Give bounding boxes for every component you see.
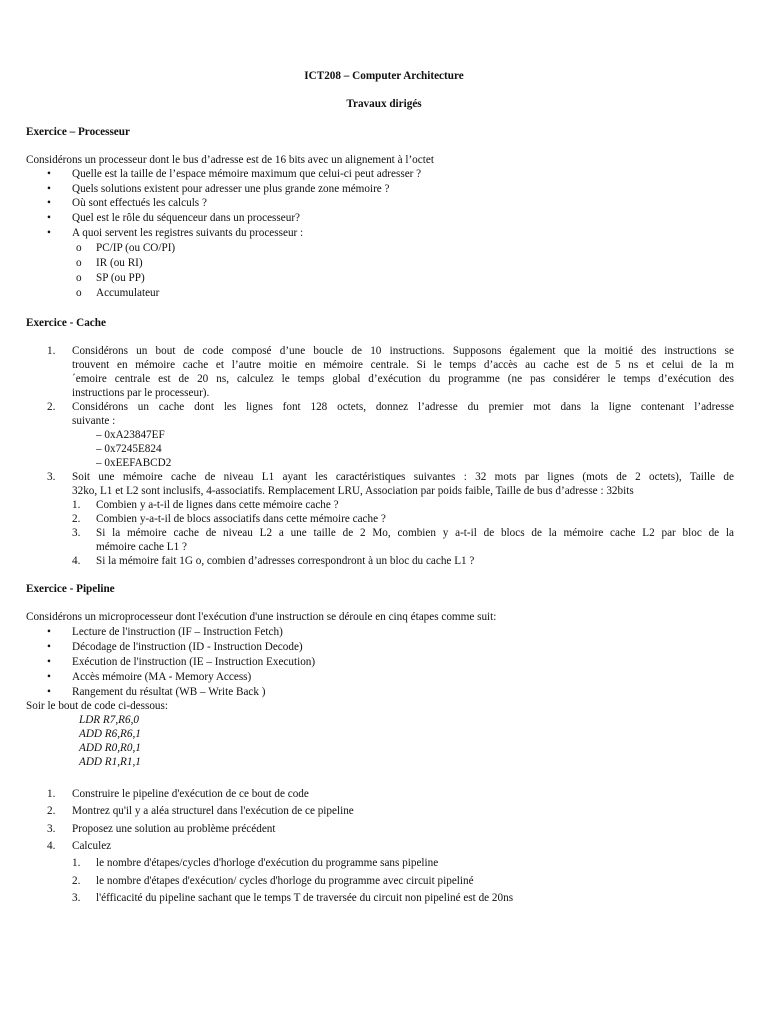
list-number: 2.	[72, 875, 81, 887]
list-item: SP (ou PP)	[96, 272, 145, 284]
hex-address: – 0x7245E824	[96, 443, 162, 455]
list-item: Rangement du résultat (WB – Write Back )	[72, 686, 266, 698]
list-item: Si la mémoire cache de niveau L2 a une taille de 2 Mo, combien y a-t-il de blocs de la mémoire cache L2 par bloc de la	[96, 527, 734, 539]
section-heading-pipeline: Exercice - Pipeline	[26, 583, 115, 595]
list-item: Calculez	[72, 840, 112, 852]
circle-bullet-marker: o	[76, 242, 82, 254]
bullet-marker: •	[47, 686, 51, 698]
cache-q1-line: Considérons un bout de code composé d’une boucle de 10 instructions. Supposons également que la moitié des instructions se	[72, 345, 734, 357]
list-item: Quelle est la taille de l’espace mémoire maximum que celui-ci peut adresser ?	[72, 168, 422, 180]
code-line: ADD R6,R6,1	[79, 728, 141, 740]
code-line: ADD R0,R0,1	[79, 742, 141, 754]
list-number: 3.	[47, 471, 56, 483]
bullet-marker: •	[47, 626, 51, 638]
bullet-marker: •	[47, 656, 51, 668]
list-item: Lecture de l'instruction (IF – Instruction Fetch)	[72, 626, 283, 638]
document-title: ICT208 – Computer Architecture	[304, 70, 464, 82]
list-number: 4.	[72, 555, 81, 567]
section-heading-processeur: Exercice – Processeur	[26, 126, 130, 138]
processeur-intro: Considérons un processeur dont le bus d’adresse est de 16 bits avec un alignement à l’octet	[26, 154, 434, 166]
pipeline-intro: Considérons un microprocesseur dont l'exécution d'une instruction se déroule en cinq étapes comme suit:	[26, 611, 497, 623]
list-item: Construire le pipeline d'exécution de ce bout de code	[72, 788, 309, 800]
bullet-marker: •	[47, 212, 51, 224]
cache-q1-line: trouvent en mémoire cache et l’autre moitie en mémoire centrale. Si le temps d’accès au cache est de 5 ns et celui de la m	[72, 359, 734, 371]
list-number: 3.	[72, 892, 81, 904]
bullet-marker: •	[47, 168, 51, 180]
list-item: Quels solutions existent pour adresser une plus grande zone mémoire ?	[72, 183, 390, 195]
cache-q3-line: Soit une mémoire cache de niveau L1 ayant les caractéristiques suivantes : 32 mots par lignes (mots de 2 octets), Taille de	[72, 471, 734, 483]
list-item: Combien y-a-t-il de blocs associatifs dans cette mémoire cache ?	[96, 513, 386, 525]
list-number: 1.	[72, 857, 81, 869]
circle-bullet-marker: o	[76, 272, 82, 284]
list-number: 1.	[47, 788, 56, 800]
cache-q2-line: Considérons un cache dont les lignes font 128 octets, donnez l’adresse du premier mot dans la ligne contenant l’adresse	[72, 401, 734, 413]
bullet-marker: •	[47, 197, 51, 209]
list-number: 3.	[72, 527, 81, 539]
list-number: 1.	[72, 499, 81, 511]
list-number: 2.	[72, 513, 81, 525]
circle-bullet-marker: o	[76, 287, 82, 299]
document-subtitle: Travaux dirigés	[346, 98, 422, 110]
code-intro: Soir le bout de code ci-dessous:	[26, 700, 168, 712]
list-item: Montrez qu'il y a aléa structurel dans l'exécution de ce pipeline	[72, 805, 354, 817]
list-item: l'éfficacité du pipeline sachant que le temps T de traversée du circuit non pipeliné est de 20ns	[96, 892, 514, 904]
list-item: Où sont effectués les calculs ?	[72, 197, 207, 209]
hex-address: – 0xA23847EF	[96, 429, 165, 441]
list-number: 2.	[47, 401, 56, 413]
list-item: Accumulateur	[96, 287, 160, 299]
list-item: Si la mémoire fait 1G o, combien d’adresses correspondront à un bloc du cache L1 ?	[96, 555, 475, 567]
list-item: le nombre d'étapes/cycles d'horloge d'exécution du programme sans pipeline	[96, 857, 439, 869]
bullet-marker: •	[47, 671, 51, 683]
cache-q1-line: instructions par le processeur).	[72, 387, 210, 399]
bullet-marker: •	[47, 227, 51, 239]
list-item: Accès mémoire (MA - Memory Access)	[72, 671, 252, 683]
list-number: 2.	[47, 805, 56, 817]
list-item: Décodage de l'instruction (ID - Instruction Decode)	[72, 641, 303, 653]
list-item: mémoire cache L1 ?	[96, 541, 188, 553]
list-item: A quoi servent les registres suivants du processeur :	[72, 227, 304, 239]
bullet-marker: •	[47, 641, 51, 653]
hex-address: – 0xEEFABCD2	[96, 457, 172, 469]
circle-bullet-marker: o	[76, 257, 82, 269]
code-line: ADD R1,R1,1	[79, 756, 141, 768]
list-item: Combien y a-t-il de lignes dans cette mémoire cache ?	[96, 499, 339, 511]
list-item: PC/IP (ou CO/PI)	[96, 242, 176, 254]
list-item: Exécution de l'instruction (IE – Instruction Execution)	[72, 656, 316, 668]
bullet-marker: •	[47, 183, 51, 195]
list-item: IR (ou RI)	[96, 257, 143, 269]
code-line: LDR R7,R6,0	[79, 714, 139, 726]
list-number: 4.	[47, 840, 56, 852]
list-item: Quel est le rôle du séquenceur dans un processeur?	[72, 212, 301, 224]
cache-q1-line: ´emoire centrale est de 20 ns, calculez le temps global d’exécution du programme (ne pas considérer le temps d’exécution des	[72, 373, 734, 385]
list-number: 3.	[47, 823, 56, 835]
list-number: 1.	[47, 345, 56, 357]
list-item: Proposez une solution au problème précédent	[72, 823, 276, 835]
list-item: le nombre d'étapes d'exécution/ cycles d'horloge du programme avec circuit pipeliné	[96, 875, 474, 887]
cache-q2-line: suivante :	[72, 415, 116, 427]
cache-q3-line: 32ko, L1 et L2 sont inclusifs, 4-associatifs. Remplacement LRU, Association par poids faible, Taille de bus d’adresse : 32bits	[72, 485, 634, 497]
section-heading-cache: Exercice - Cache	[26, 317, 106, 329]
